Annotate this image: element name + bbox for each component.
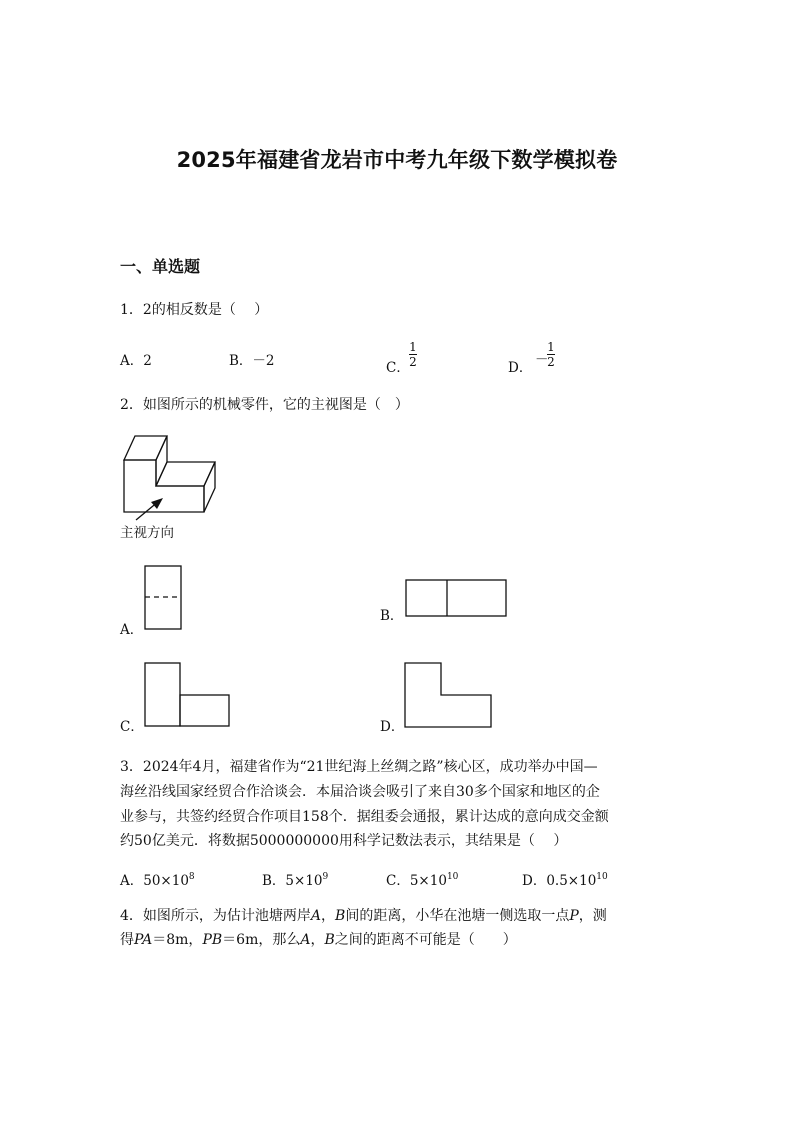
option-exponent: 10 — [596, 872, 608, 882]
text-run: 间的距离，小华在池塘一侧选取一点 — [345, 908, 570, 924]
q1-option-c-label: C． — [386, 360, 410, 376]
option-base: 0.5×10 — [546, 873, 597, 889]
text-run: ， — [310, 932, 325, 948]
q2-option-a-label: A． — [120, 622, 144, 638]
page-title: 2025年福建省龙岩市中考九年级下数学模拟卷 — [176, 148, 618, 172]
question-3-line-3: 业参与，共签约经贸合作项目158个．据组委会通报，累计达成的意向成交金额 — [120, 809, 609, 825]
q3-option-a — [120, 869, 195, 889]
math-var: PA — [134, 932, 153, 948]
q1-option-b: B．－2 — [229, 353, 275, 369]
question-3-line-4: 约50亿美元．将数据5000000000用科学记数法表示，其结果是（ ） — [120, 833, 568, 849]
option-base: 5×10 — [409, 873, 447, 889]
text-run: 4．如图所示，为估计池塘两岸 — [120, 908, 311, 924]
math-var: PB — [202, 932, 223, 948]
option-base: 5×10 — [285, 873, 323, 889]
fraction-denominator: 2 — [547, 355, 555, 369]
q3-option-c — [386, 869, 458, 889]
text-run: ，测 — [578, 908, 607, 924]
fraction-numerator: 1 — [409, 340, 417, 354]
text-run: ＝6m，那么 — [222, 932, 301, 948]
option-label: A． — [120, 873, 144, 889]
fraction-numerator: 1 — [547, 340, 555, 354]
question-3-line-1: 3．2024年4月，福建省作为“21世纪海上丝绸之路”核心区，成功举办中国— — [120, 759, 598, 775]
q2-option-d-label: D． — [380, 719, 405, 735]
q3-option-b — [262, 869, 328, 889]
q2-option-c-label: C． — [120, 719, 144, 735]
section-heading: 一、单选题 — [120, 257, 201, 276]
math-var: A — [310, 908, 322, 924]
question-4-line-2 — [120, 928, 517, 952]
text-run: 得 — [120, 932, 134, 948]
option-base: 50×10 — [143, 873, 189, 889]
math-var: B — [324, 932, 335, 948]
option-label: C． — [386, 873, 410, 889]
q1-option-d-label: D． — [508, 360, 533, 376]
question-4-line-1 — [120, 904, 607, 928]
math-var: A — [300, 932, 311, 948]
q1-option-d-sign: － — [535, 352, 549, 368]
question-1-stem: 1．2的相反数是（ ） — [120, 302, 269, 318]
view-direction-label: 主视方向 — [120, 525, 174, 541]
math-var: B — [335, 908, 346, 924]
q3-option-d — [522, 869, 608, 889]
q2-option-b-label: B． — [380, 608, 404, 624]
math-var: P — [569, 908, 579, 924]
text-run: ＝8m， — [152, 932, 203, 948]
question-2-stem: 2．如图所示的机械零件，它的主视图是（ ） — [120, 397, 409, 413]
question-3-line-2: 海丝沿线国家经贸合作洽谈会．本届洽谈会吸引了来自30多个国家和地区的企 — [120, 784, 600, 800]
option-label: B． — [262, 873, 286, 889]
option-exponent: 8 — [188, 872, 195, 882]
option-label: D． — [522, 873, 547, 889]
fraction-denominator: 2 — [409, 355, 417, 369]
text-run: 之间的距离不可能是（ ） — [334, 932, 517, 948]
text-run: ， — [321, 908, 336, 924]
option-exponent: 10 — [446, 872, 459, 882]
q1-option-a: A．2 — [120, 353, 152, 369]
option-exponent: 9 — [322, 872, 329, 882]
